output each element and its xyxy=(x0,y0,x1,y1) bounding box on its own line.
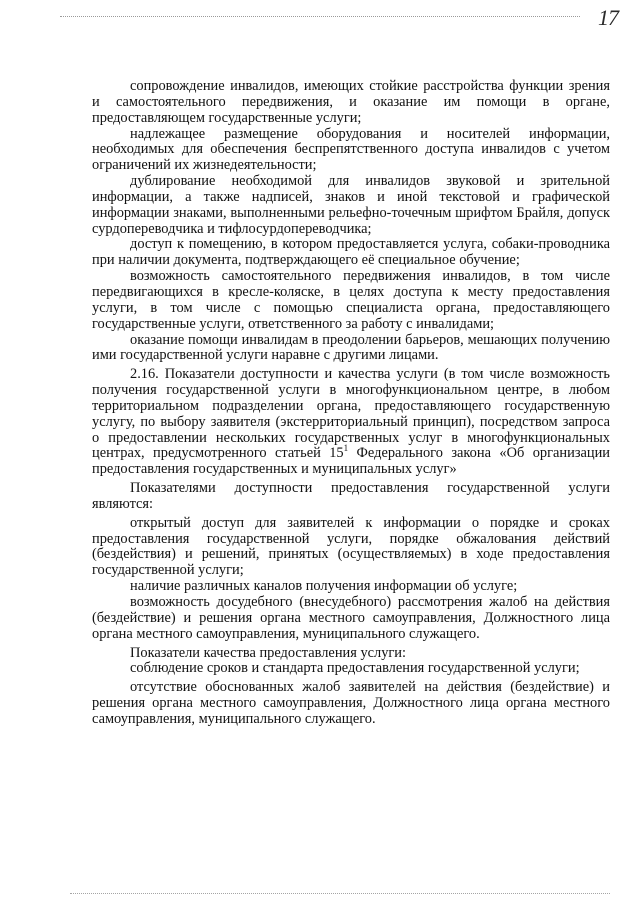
quality-item-deadlines: соблюдение сроков и стандарта предоставления государственной услуги; xyxy=(130,660,580,677)
paragraph-independent-movement: возможность самостоятельного передвижения инвалидов, в том числе передвигающихся в кресле-коляске, в целях доступа к месту предоставления услуги, в том числе с помощью специалиста органа, предоставляющего государственные услуги, ответственного за работу с инвалидами; xyxy=(92,268,610,332)
paragraph-guide-dog-access: доступ к помещению, в котором предоставляется услуга, собаки-проводника при наличии документа, подтверждающего её специальное обучение; xyxy=(92,236,610,269)
accessibility-item-channels: наличие различных каналов получения информации об услуге; xyxy=(130,578,518,595)
scan-edge-top-line xyxy=(60,16,580,17)
accessibility-item-open-access: открытый доступ для заявителей к информации о порядке и сроках предоставления государственной услуги, порядке обжалования действий (бездействия) и решений, принятых (осуществляемых) в ходе предоставления государственной услуги; xyxy=(92,514,610,579)
quality-item-no-complaints: отсутствие обоснованных жалоб заявителей на действия (бездействие) и решения органа местного самоуправления, Должностного лица органа местного самоуправления, муниципального служащего. xyxy=(92,679,610,727)
article-superscript: 1 xyxy=(343,443,349,454)
section-2-16-text-continued: Федерального закона «Об организации предоставления государственных и муниципальных услуг» xyxy=(92,445,610,478)
page-number: 17 xyxy=(598,5,618,30)
section-2-16-text: 2.16. Показатели доступности и качества услуги (в том числе возможность получения государственной услуги в многофункциональном центре, в любом территориальном подразделении органа, предоставляющего государственную услугу, по выбору заявителя (экстерриториальный принцип), посредством запроса о предоставлении нескольких государственных услуг в многофункциональных центрах, предусмотренного статьей 15 xyxy=(92,366,610,462)
paragraph-equipment-placement: надлежащее размещение оборудования и носителей информации, необходимых для обеспечения беспрепятственного доступа инвалидов с учетом ограничений их жизнедеятельности; xyxy=(92,125,610,174)
accessibility-item-pretrial-review: возможность досудебного (внесудебного) рассмотрения жалоб на действия (бездействие) и решения органа местного самоуправления, Должностного лица органа местного самоуправления, муниципального служащего. xyxy=(92,594,610,642)
section-2-16-paragraph xyxy=(92,367,610,478)
paragraph-escort: сопровождение инвалидов, имеющих стойкие расстройства функции зрения и самостоятельного передвижения, и оказание им помощи в органе, предоставляющем государственные услуги; xyxy=(92,78,610,126)
accessibility-intro: Показателями доступности предоставления государственной услуги являются: xyxy=(92,480,610,512)
document-body xyxy=(92,79,610,728)
scan-edge-bottom-line xyxy=(70,893,610,894)
quality-intro: Показатели качества предоставления услуги: xyxy=(130,644,407,661)
paragraph-duplication: дублирование необходимой для инвалидов звуковой и зрительной информации, а также надписей, знаков и иной текстовой и графической информации знаками, выполненными рельефно-точечным шрифтом Брайля, допуск сурдопереводчика и тифлосурдопереводчика; xyxy=(92,173,610,237)
paragraph-barrier-assistance: оказание помощи инвалидам в преодолении барьеров, мешающих получению ими государственной услуги наравне с другими лицами. xyxy=(92,331,610,364)
